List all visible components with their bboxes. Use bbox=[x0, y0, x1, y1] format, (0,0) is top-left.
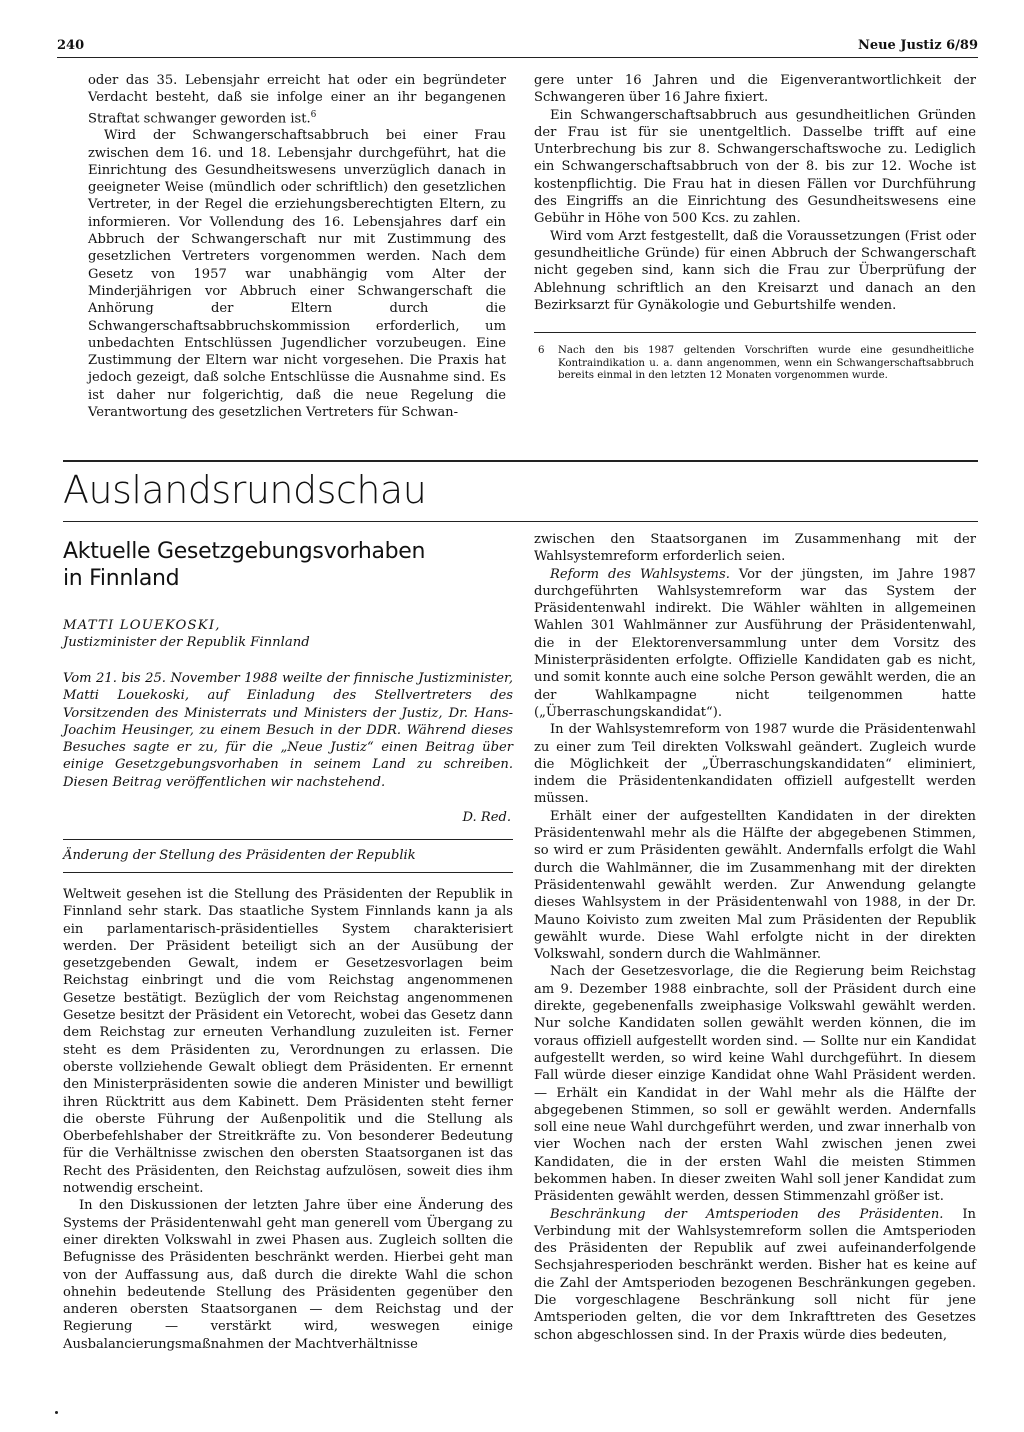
article-title bbox=[63, 538, 513, 592]
subheading-rule bbox=[63, 839, 513, 840]
article-title-line: Aktuelle Gesetzgebungsvorhaben bbox=[63, 539, 426, 564]
article-title-line: in Finnland bbox=[63, 566, 180, 591]
margin-dot bbox=[55, 1411, 58, 1414]
paragraph: Weltweit gesehen ist die Stellung des Präsidenten der Republik in Finnland sehr stark. Das staatliche System Finnlands kann ja als ein parlamentarisch-präsidentielles System charakterisiert werden. Der Präsident beteiligt sich an der Ausübung der gesetzgebenden Gewalt, indem er Gesetzesvorlagen beim Reichstag einbringt und die vom Reichstag angenommenen Gesetze bestätigt. Bezüglich der vom Reichstag angenommenen Gesetze besitzt der Präsident ein Vetorecht, wobei das Gesetz dann dem Reichstag zur erneuten Verhandlung zuzuleiten ist. Ferner steht es dem Präsidenten zu, Verordnungen zu erlassen. Die oberste vollziehende Gewalt obliegt dem Präsidenten. Er ernennt den Ministerpräsidenten sowie die anderen Minister und bewilligt ihren Rücktritt aus dem Kabinett. Dem Präsidenten steht ferner die oberste Führung der Außenpolitik und die Stellung als Oberbefehlshaber der Streitkräfte zu. Von besonderer Bedeutung für die Verhältnisse zwischen den obersten Staatsorganen ist das Recht des Präsidenten, den Reichstag aufzulösen, soweit dies ihm notwendig erscheint. bbox=[63, 887, 513, 1197]
paragraph: Ein Schwangerschaftsabbruch aus gesundheitlichen Gründen der Frau ist für sie unentgeltlich. Dasselbe trifft auf eine Unterbrechung bis zur 8. Schwangerschaftswoche zu. Lediglich ein Schwangerschaftsabbruch von der 8. bis zur 12. Woche ist kostenpflichtig. Die Frau hat in diesen Fällen vor Durchführung des Eingriffs an die Einrichtung des Gesundheitswesens eine Gebühr in Höhe von 500 Kcs. zu zahlen. bbox=[534, 107, 976, 227]
author-role: Justizminister der Republik Finnland bbox=[63, 635, 310, 651]
paragraph: zwischen den Staatsorganen im Zusammenhang mit der Wahlsystemreform erforderlich seien. bbox=[534, 532, 976, 565]
paragraph: Wird der Schwangerschaftsabbruch bei einer Frau zwischen dem 16. und 18. Lebensjahr durchgeführt, hat die Einrichtung des Gesundheitswesens unverzüglich danach in geeigneter Weise (mündlich oder schriftlich) den gesetzlichen Vertreter, in der Regel die erziehungsberechtigten Eltern, zu informieren. Vor Vollendung des 16. Lebensjahres darf ein Abbruch der Schwangerschaft nur mit Zustimmung des gesetzlichen Vertreters vorgenommen werden. Nach dem Gesetz von 1957 war unabhängig vom Alter der Minderjährigen vor Abbruch einer Schwangerschaft die Anhörung der Eltern durch die Schwangerschaftsabbruchskommission erforderlich, um unbedachten Entschlüssen Jugendlicher vorzubeugen. Eine Zustimmung der Eltern war nicht vorgesehen. Die Praxis hat jedoch gezeigt, daß solche Entschlüsse die Ausnahme sind. Es ist daher nur folgerichtig, daß die neue Regelung die Verantwortung des gesetzlichen Vertreters für Schwan- bbox=[88, 128, 506, 420]
paragraph bbox=[88, 72, 506, 127]
paragraph-text: Vor der jüngsten, im Jahre 1987 durchgeführten Wahlsystemreform war das System der Präsidentenwahl indirekt. Die Wähler wählten in allgemeinen Wahlen 301 Wahlmänner zur Ausführung der Präsidentenwahl, die in der Elektorenversammlung unter dem Vorsitz des Ministerpräsidenten erfolgte. Offizielle Kandidaten gab es nicht, und somit konnte auch eine solche Person gewählt werden, die an der Wahlkampagne nicht teilgenommen hatte („Überraschungskandidat“). bbox=[534, 566, 976, 720]
paragraph bbox=[534, 566, 976, 722]
article-right-column bbox=[534, 531, 976, 1344]
footnote bbox=[538, 345, 974, 383]
journal-issue: Neue Justiz 6/89 bbox=[857, 38, 978, 53]
section-title: Auslandsrundschau bbox=[63, 468, 427, 512]
section-rule bbox=[63, 460, 978, 462]
author-block bbox=[63, 617, 513, 652]
footnote-ref: 6 bbox=[310, 109, 317, 120]
top-left-column bbox=[88, 72, 506, 421]
footnote-text: Nach den bis 1987 geltenden Vorschriften wurde eine gesundheitliche Kontraindikation u. a. dann angenommen, wenn ein Schwangerschaftsabbruch bereits einmal in den letzten 12 Monaten vorgenommen wurde. bbox=[558, 345, 974, 382]
paragraph-text: In Verbindung mit der Wahlsystemreform sollen die Amtsperioden des Präsidenten der Republik auf zwei aufeinanderfolgende Sechsjahresperioden beschränkt werden. Bisher hat es keine auf die Zahl der Amtsperioden bezogenen Beschränkungen gegeben. Die vorgeschlagene Beschränkung soll nicht für jene Amtsperioden gelten, die vor dem Inkrafttreten des Gesetzes schon abgeschlossen sind. In der Praxis würde dies bedeuten, bbox=[534, 1206, 976, 1343]
subheading: Änderung der Stellung des Präsidenten der Republik bbox=[63, 848, 416, 863]
author-name bbox=[63, 617, 513, 634]
page-number: 240 bbox=[57, 38, 85, 53]
paragraph: gere unter 16 Jahren und die Eigenverantwortlichkeit der Schwangeren über 16 Jahre fixiert. bbox=[534, 73, 976, 106]
footnote-number: 6 bbox=[538, 345, 545, 356]
top-right-column bbox=[534, 72, 976, 314]
paragraph-text: oder das 35. Lebensjahr erreicht hat oder ein begründeter Verdacht besteht, daß sie infolge einer an ihr begangenen Straftat schwanger geworden ist. bbox=[88, 73, 506, 126]
paragraph bbox=[534, 1206, 976, 1344]
section-title-rule bbox=[63, 521, 978, 522]
editorial-sign: D. Red. bbox=[462, 810, 511, 825]
paragraph: Wird vom Arzt festgestellt, daß die Voraussetzungen (Frist oder gesundheitliche Gründe) für einen Abbruch der Schwangerschaft nicht gegeben sind, kann sich die Frau zur Überprüfung der Ablehnung schriftlich an den Kreisarzt und danach an den Bezirksarzt für Gynäkologie und Geburtshilfe wenden. bbox=[534, 228, 976, 313]
paragraph: In der Wahlsystemreform von 1987 wurde die Präsidentenwahl zu einer zum Teil direkten Volkswahl geändert. Zugleich wurde die Möglichkeit der „Überraschungskandidaten“ eliminiert, indem die Präsidentenkandidaten offiziell aufgestellt werden müssen. bbox=[534, 722, 976, 807]
paragraph-lead: Beschränkung der Amtsperioden des Präsidenten. bbox=[550, 1206, 944, 1222]
paragraph: Erhält einer der aufgestellten Kandidaten in der direkten Präsidentenwahl mehr als die Hälfte der abgegebenen Stimmen, so wird er zum Präsidenten gewählt. Andernfalls erfolgt die Wahl durch die Wahlmänner, die im Zusammenhang mit der direkten Präsidentenwahl gewählt werden. Zur Anwendung gelangte dieses Wahlsystem in der Präsidentenwahl von 1988, in der Dr. Mauno Koivisto zum zweiten Mal zum Präsidenten der Republik gewählt wurde. Diese Wahl erfolgte nicht in der direkten Volkswahl, sondern durch die Wahlmänner. bbox=[534, 808, 976, 963]
footnote-rule bbox=[534, 332, 976, 333]
article-left-column bbox=[63, 886, 513, 1353]
header-rule bbox=[57, 57, 978, 58]
paragraph-lead: Reform des Wahlsystems. bbox=[550, 566, 730, 582]
subheading-rule-bottom bbox=[63, 872, 513, 873]
author-name-text: MATTI LOUEKOSKI, bbox=[63, 618, 221, 633]
paragraph: Nach der Gesetzesvorlage, die die Regierung beim Reichstag am 9. Dezember 1988 einbrachte, soll der Präsident durch eine direkte, gegebenenfalls zweiphasige Volkswahl gewählt werden. Nur solche Kandidaten sollen gewählt werden können, die im voraus offiziell aufgestellt worden sind. — Sollte nur ein Kandidat aufgestellt werden, so wird keine Wahl durchgeführt. In diesem Fall würde dieser einzige Kandidat ohne Wahl Präsident werden. — Erhält ein Kandidat in der Wahl mehr als die Hälfte der abgegebenen Stimmen, so soll er gewählt werden. Andernfalls soll eine neue Wahl durchgeführt werden, und zwar innerhalb von vier Wochen nach der ersten Wahl zwischen jenen zwei Kandidaten, die in der ersten Wahl die meisten Stimmen bekommen haben. In dieser zweiten Wahl soll jener Kandidat zum Präsidenten gewählt werden, dessen Stimmenzahl größer ist. bbox=[534, 964, 976, 1205]
paragraph: In den Diskussionen der letzten Jahre über eine Änderung des Systems der Präsidentenwahl geht man generell vom Übergang zu einer direkten Volkswahl in zwei Phasen aus. Zugleich sollten die Befugnisse des Präsidenten beschränkt werden. Hierbei geht man von der Auffassung aus, daß durch die direkte Wahl die schon ohnehin bedeutende Stellung des Präsidenten gegenüber den anderen obersten Staatsorganen — dem Reichstag und der Regierung — verstärkt wird, weswegen einige Ausbalancierungsmaßnahmen der Machtverhältnisse bbox=[63, 1198, 513, 1352]
article-intro: Vom 21. bis 25. November 1988 weilte der finnische Justizminister, Matti Louekoski, auf Einladung des Stellvertreters des Vorsitzenden des Ministerrats und Ministers der Justiz, Dr. Hans-Joachim Heusinger, zu einem Besuch in der DDR. Während dieses Besuches sagte er zu, für die „Neue Justiz“ einen Beitrag über einige Gesetzgebungsvorhaben in seinem Land zu schreiben. Diesen Beitrag veröffentlichen wir nachstehend. bbox=[63, 671, 513, 790]
